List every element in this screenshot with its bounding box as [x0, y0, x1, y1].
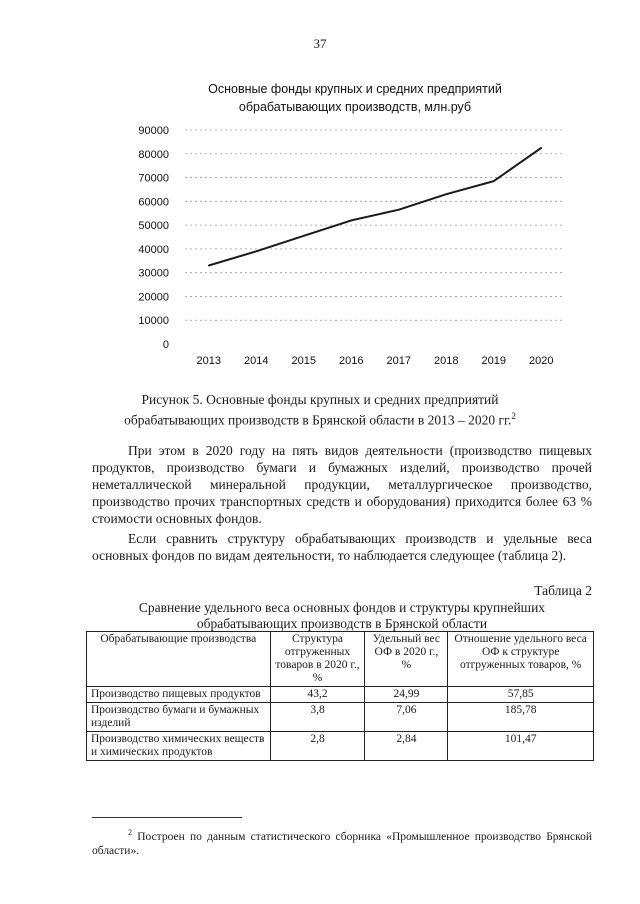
table-row	[87, 732, 594, 761]
table-title-line-1: Сравнение удельного веса основных фондов и структуры крупнейших	[138, 600, 546, 615]
table-row	[87, 703, 594, 732]
data-point	[540, 147, 542, 149]
series-line	[209, 148, 542, 266]
table-cell: Производство пищевых продуктов	[87, 687, 271, 703]
y-tick-label: 20000	[138, 291, 169, 304]
figure-caption	[80, 392, 560, 429]
table-row	[87, 687, 594, 703]
footnote-divider	[92, 817, 242, 818]
chart-title-line-2: обрабатывающих производств, млн.руб	[238, 100, 472, 114]
data-point	[208, 265, 210, 267]
y-tick-label: 80000	[138, 148, 169, 161]
table-cell: Производство химических веществ и химических продуктов	[87, 732, 271, 761]
table-label: Таблица 2	[534, 583, 592, 598]
table-cell: 101,47	[448, 732, 594, 761]
y-tick-label: 40000	[138, 243, 169, 256]
table-title-line-2: обрабатывающих производств в Брянской области	[196, 616, 488, 631]
table-cell: 2,84	[365, 732, 448, 761]
paragraph-1	[92, 442, 592, 527]
x-tick-label: 2018	[434, 355, 459, 367]
caption-line-2	[80, 408, 560, 429]
data-point	[445, 193, 447, 195]
data-point	[303, 235, 305, 237]
data-point	[255, 250, 257, 252]
table-cell: 57,85	[448, 687, 594, 703]
table-cell: 7,06	[365, 703, 448, 732]
y-tick-label: 30000	[138, 267, 169, 280]
footnote-text: Построен по данным статистического сборника «Промышленное производство Брянской области».	[92, 830, 593, 857]
y-tick-label: 70000	[138, 172, 169, 185]
y-tick-label: 90000	[138, 125, 169, 137]
table-cell: 185,78	[448, 703, 594, 732]
table-cell: Производство бумаги и бумажных изделий	[87, 703, 271, 732]
chart-title-line-1: Основные фонды крупных и средних предприятий	[208, 82, 502, 96]
x-tick-label: 2019	[481, 355, 506, 367]
header-industries: Обрабатывающие производства	[87, 632, 271, 687]
paragraph-2	[92, 530, 592, 564]
header-fixed-assets-share: Удельный вес ОФ в 2020 г., %	[365, 632, 448, 687]
comparison-table	[86, 631, 594, 761]
footnote-mark: 2	[128, 828, 132, 837]
x-tick-label: 2017	[386, 355, 411, 367]
paragraph-2-text: Если сравнить структуру обрабатывающих производств и удельные веса основных фондов по видам деятельности, то наблюдается следующее (таблица 2).	[92, 531, 592, 563]
caption-line-1: Рисунок 5. Основные фонды крупных и средних предприятий	[141, 392, 499, 407]
table-title	[92, 600, 592, 632]
page-number: 37	[313, 36, 327, 51]
header-shipped-structure: Структура отгруженных товаров в 2020 г., %	[270, 632, 365, 687]
table-cell: 43,2	[270, 687, 365, 703]
data-point	[350, 220, 352, 222]
data-point	[398, 209, 400, 211]
y-tick-label: 60000	[138, 196, 169, 209]
data-point	[493, 180, 495, 182]
line-chart	[135, 66, 575, 376]
caption-footnote-mark: 2	[511, 411, 516, 421]
caption-line-2-text: обрабатывающих производств в Брянской области в 2013 – 2020 гг.	[124, 412, 512, 428]
x-tick-label: 2016	[339, 355, 364, 367]
paragraph-1-text: При этом в 2020 году на пять видов деятельности (производство пищевых продуктов, производство бумаги и бумажных изделий, производство прочей неметаллической минеральной продукции, металлургическое производство, производство прочих транспортных средств и оборудования) приходится более 63 % стоимости основных фондов.	[92, 443, 592, 526]
x-tick-label: 2014	[244, 355, 269, 367]
table-cell: 3,8	[270, 703, 365, 732]
header-ratio: Отношение удельного веса ОФ к структуре отгруженных товаров, %	[448, 632, 594, 687]
table-header-row	[87, 632, 594, 687]
x-tick-label: 2013	[196, 355, 221, 367]
table-cell: 2,8	[270, 732, 365, 761]
y-tick-label: 50000	[138, 220, 169, 233]
table-cell: 24,99	[365, 687, 448, 703]
footnote	[92, 826, 592, 858]
y-tick-label: 10000	[138, 315, 169, 328]
y-tick-label: 0	[162, 339, 169, 351]
chart-container	[135, 66, 575, 376]
x-tick-label: 2020	[529, 355, 554, 367]
x-tick-label: 2015	[291, 355, 316, 367]
